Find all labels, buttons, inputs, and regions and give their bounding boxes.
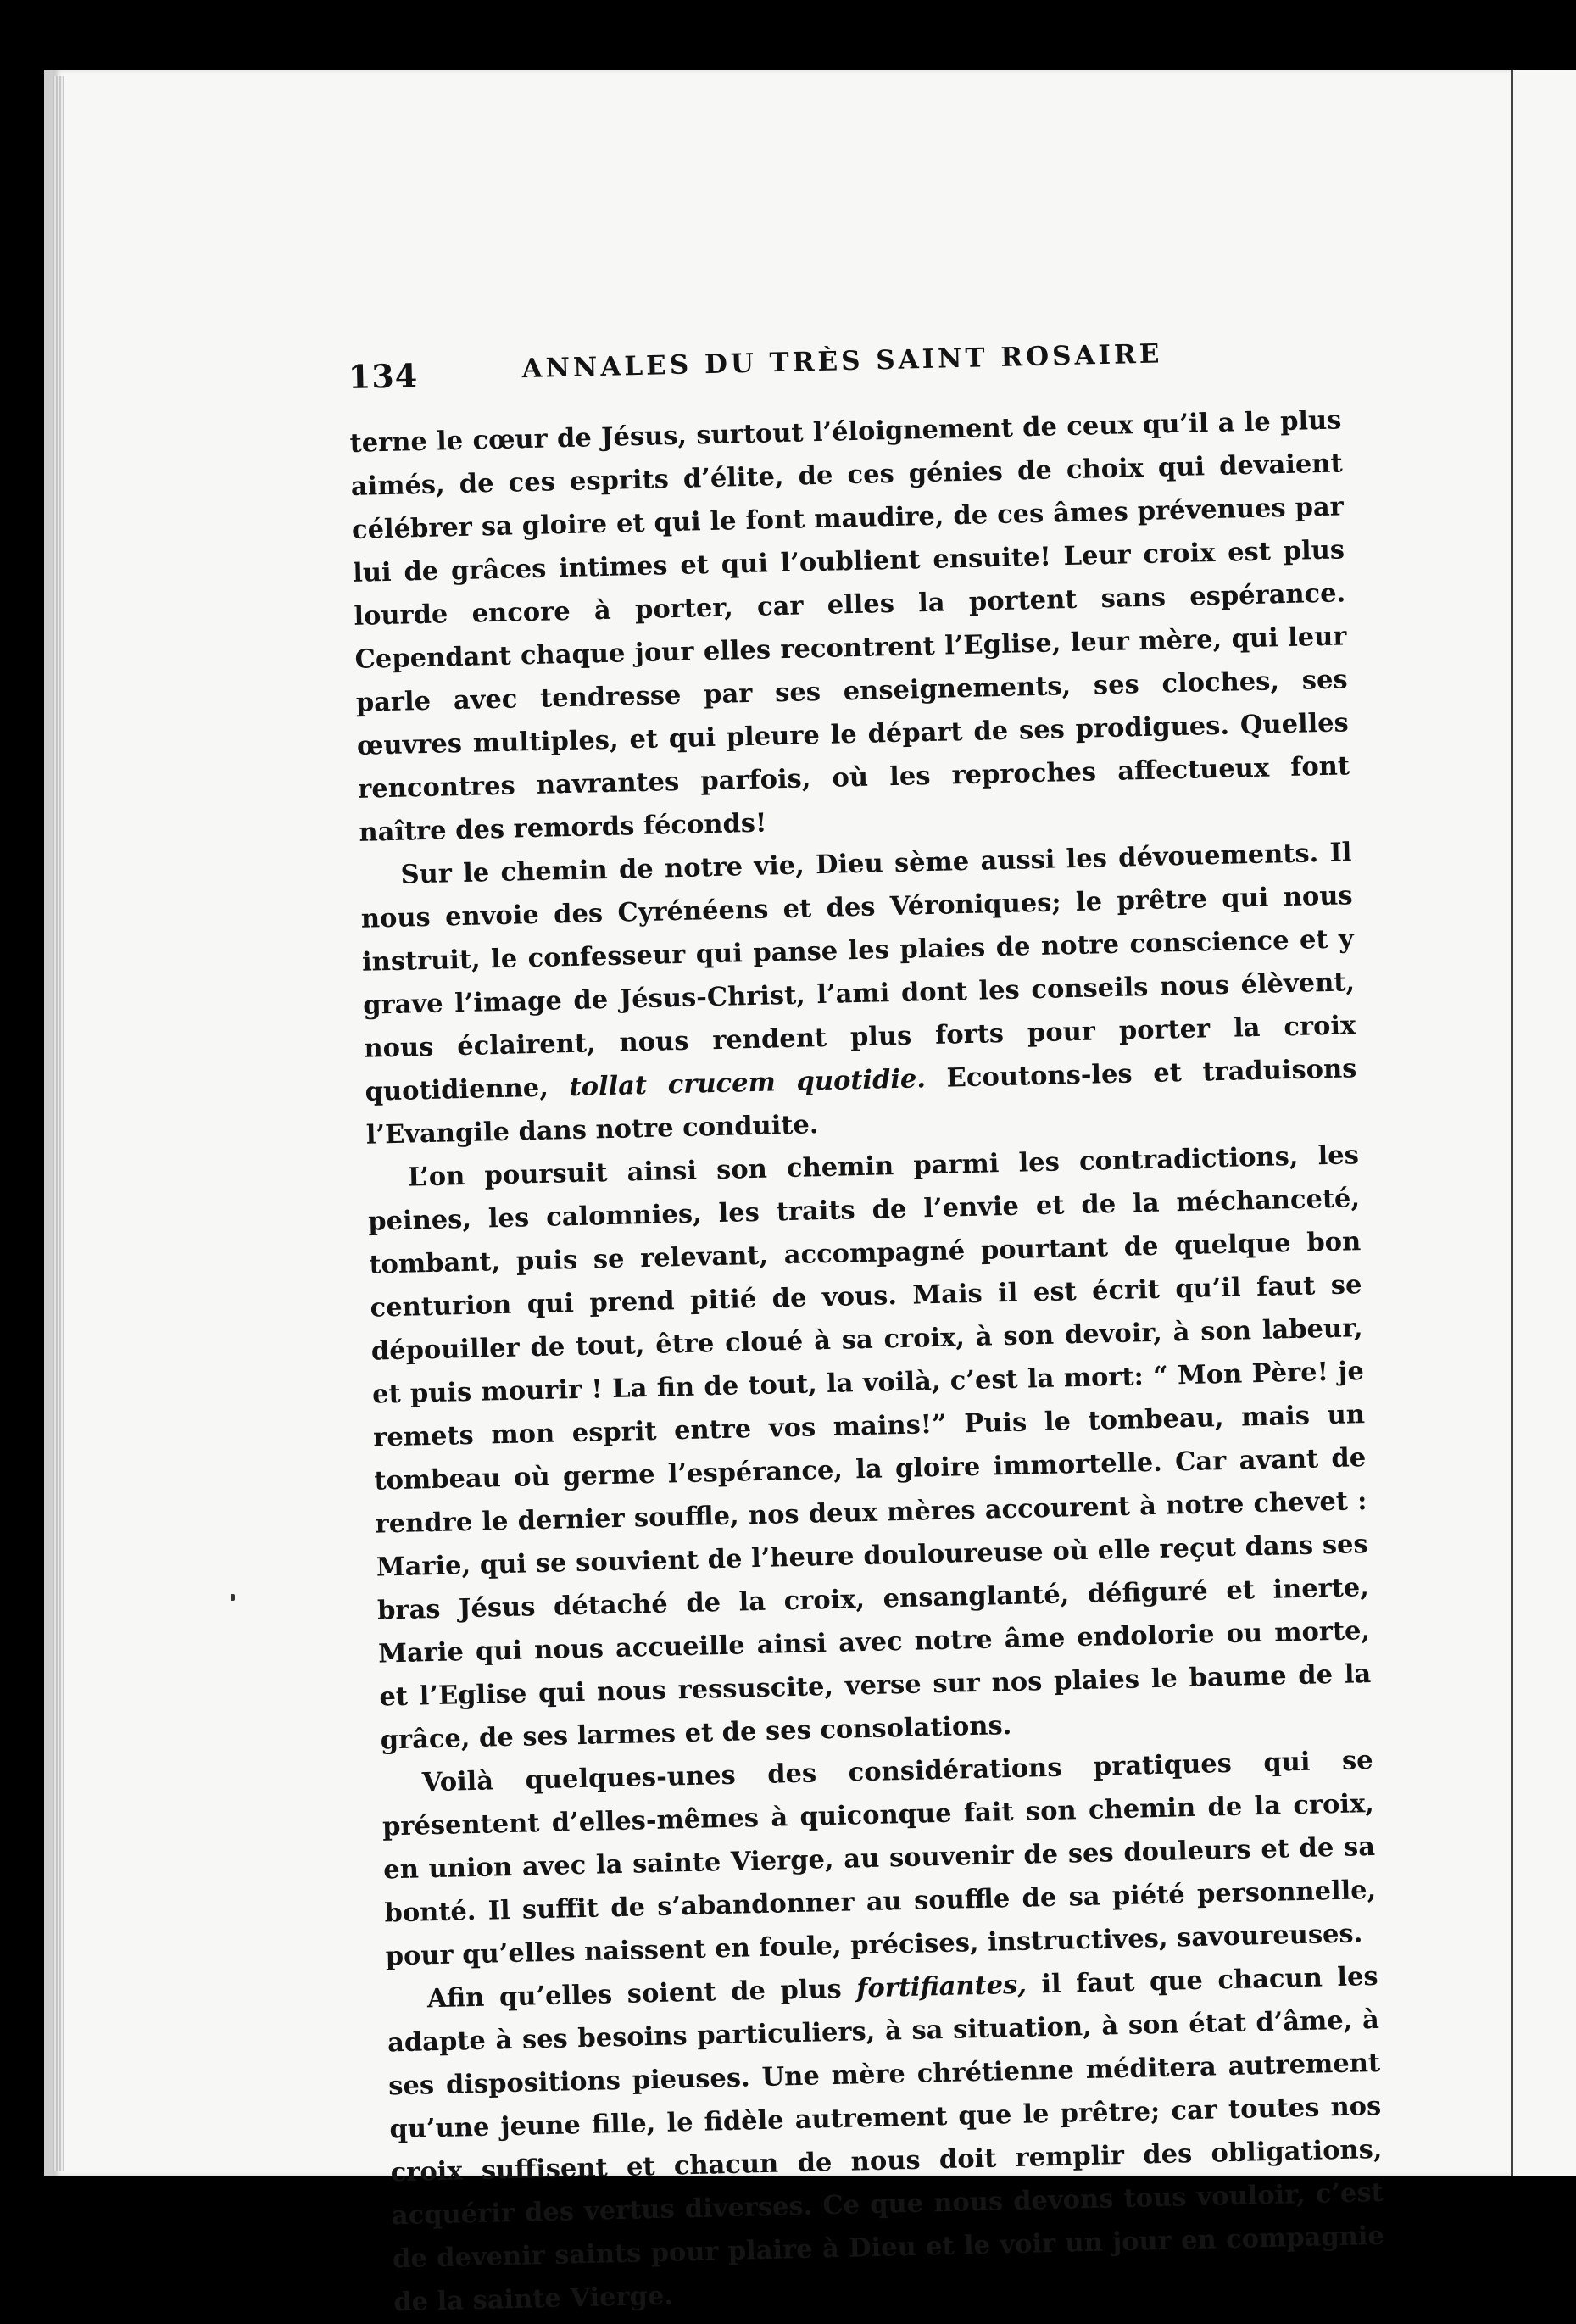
- paragraph-2-text-before: Sur le chemin de notre vie, Dieu sème aussi les dévouements. Il nous envoie des Cyrénéens et des Véroniques; le prêtre qui nous instruit, le confesseur qui panse les plaies de notre conscience et y grave l’image de Jésus-Christ, l’ami dont les conseils nous élèvent, nous éclairent, nous rendent plus forts pour porter la croix quotidienne,: [360, 837, 1356, 1107]
- running-head: ANNALES DU TRÈS SAINT ROSAIRE: [521, 338, 1163, 385]
- page-edge-stack: [53, 76, 64, 2171]
- paragraph-5-text-after: il faut que chacun les adapte à ses besoins particuliers, à sa situation, à son état d’âme, à ses dispositions pieuses. Une mère chrétienne méditera autrement qu’une jeune fille, le fidèle autrement que le prêtre; car toutes nos croix suffisent et chacun de nous doit remplir des obligations, acquérir des vertus diverses. Ce que nous devons tous vouloir, c’est de devenir saints pour plaire à Dieu et le voir un jour en compagnie de la sainte Vierge.: [387, 1960, 1385, 2318]
- adjacent-page-edge: [1511, 70, 1576, 2176]
- ink-speck: [231, 1594, 235, 1601]
- page-number: 134: [348, 356, 419, 396]
- paragraph-4: Voilà quelques-unes des considérations pratiques qui se présentent d’elles-mêmes à quiconque fait son chemin de la croix, en union avec la sainte Vierge, au souvenir de ses douleurs et de sa bonté. Il suffit de s’abandonner au souffle de sa piété personnelle, pour qu’elles naissent en foule, précises, instructives, savoureuses.: [381, 1744, 1377, 1972]
- emphasis-word: fortifiantes,: [855, 1969, 1027, 2004]
- paragraph-2-text-after: Ecoutons-les et traduisons l’Evangile dans notre conduite.: [365, 1053, 1357, 1151]
- paragraph-5: [386, 1955, 1385, 2324]
- paragraph-5-text-before: Afin qu’elles soient de plus: [426, 1973, 857, 2015]
- page-content: [348, 324, 1386, 2324]
- paragraph-2: [359, 831, 1358, 1156]
- latin-quote: tollat crucem quotidie.: [569, 1063, 927, 1103]
- paragraph-3: L’on poursuit ainsi son chemin parmi les contradictions, les peines, les calomnies, les traits de l’envie et de la méchanceté, tombant, puis se relevant, accompagné pourtant de quelque bon centurion qui prend pitié de vous. Mais il est écrit qu’il faut se dépouiller de tout, être cloué à sa croix, à son devoir, à son labeur, et puis mourir ! La fin de tout, la voilà, c’est la mort: “ Mon Père! je remets mon esprit entre vos mains!” Puis le tombeau, mais un tombeau où germe l’espérance, la gloire immortelle. Car avant de rendre le dernier souffle, nos deux mères accourent à notre chevet : Marie, qui se souvient de l’heure douloureuse où elle reçut dans ses bras Jésus détaché de la croix, ensanglanté, défiguré et inerte, Marie qui nous accueille ainsi avec notre âme endolorie ou morte, et l’Eglise qui nous ressuscite, verse sur nos plaies le baume de la grâce, de ses larmes et de ses consolations.: [367, 1140, 1372, 1756]
- paragraph-1: terne le cœur de Jésus, surtout l’éloignement de ceux qu’il a le plus aimés, de ces esprits d’élite, de ces génies de choix qui devaient célébrer sa gloire et qui le font maudire, de ces âmes prévenues par lui de grâces intimes et qui l’oublient ensuite! Leur croix est plus lourde encore à porter, car elles la portent sans espérance. Cependant chaque jour elles recontrent l’Eglise, leur mère, qui leur parle avec tendresse par ses enseignements, ses cloches, ses œuvres multiples, et qui pleure le départ de ses prodigues. Quelles rencontres navrantes parfois, où les reproches affectueux font naître des remords féconds!: [349, 404, 1350, 848]
